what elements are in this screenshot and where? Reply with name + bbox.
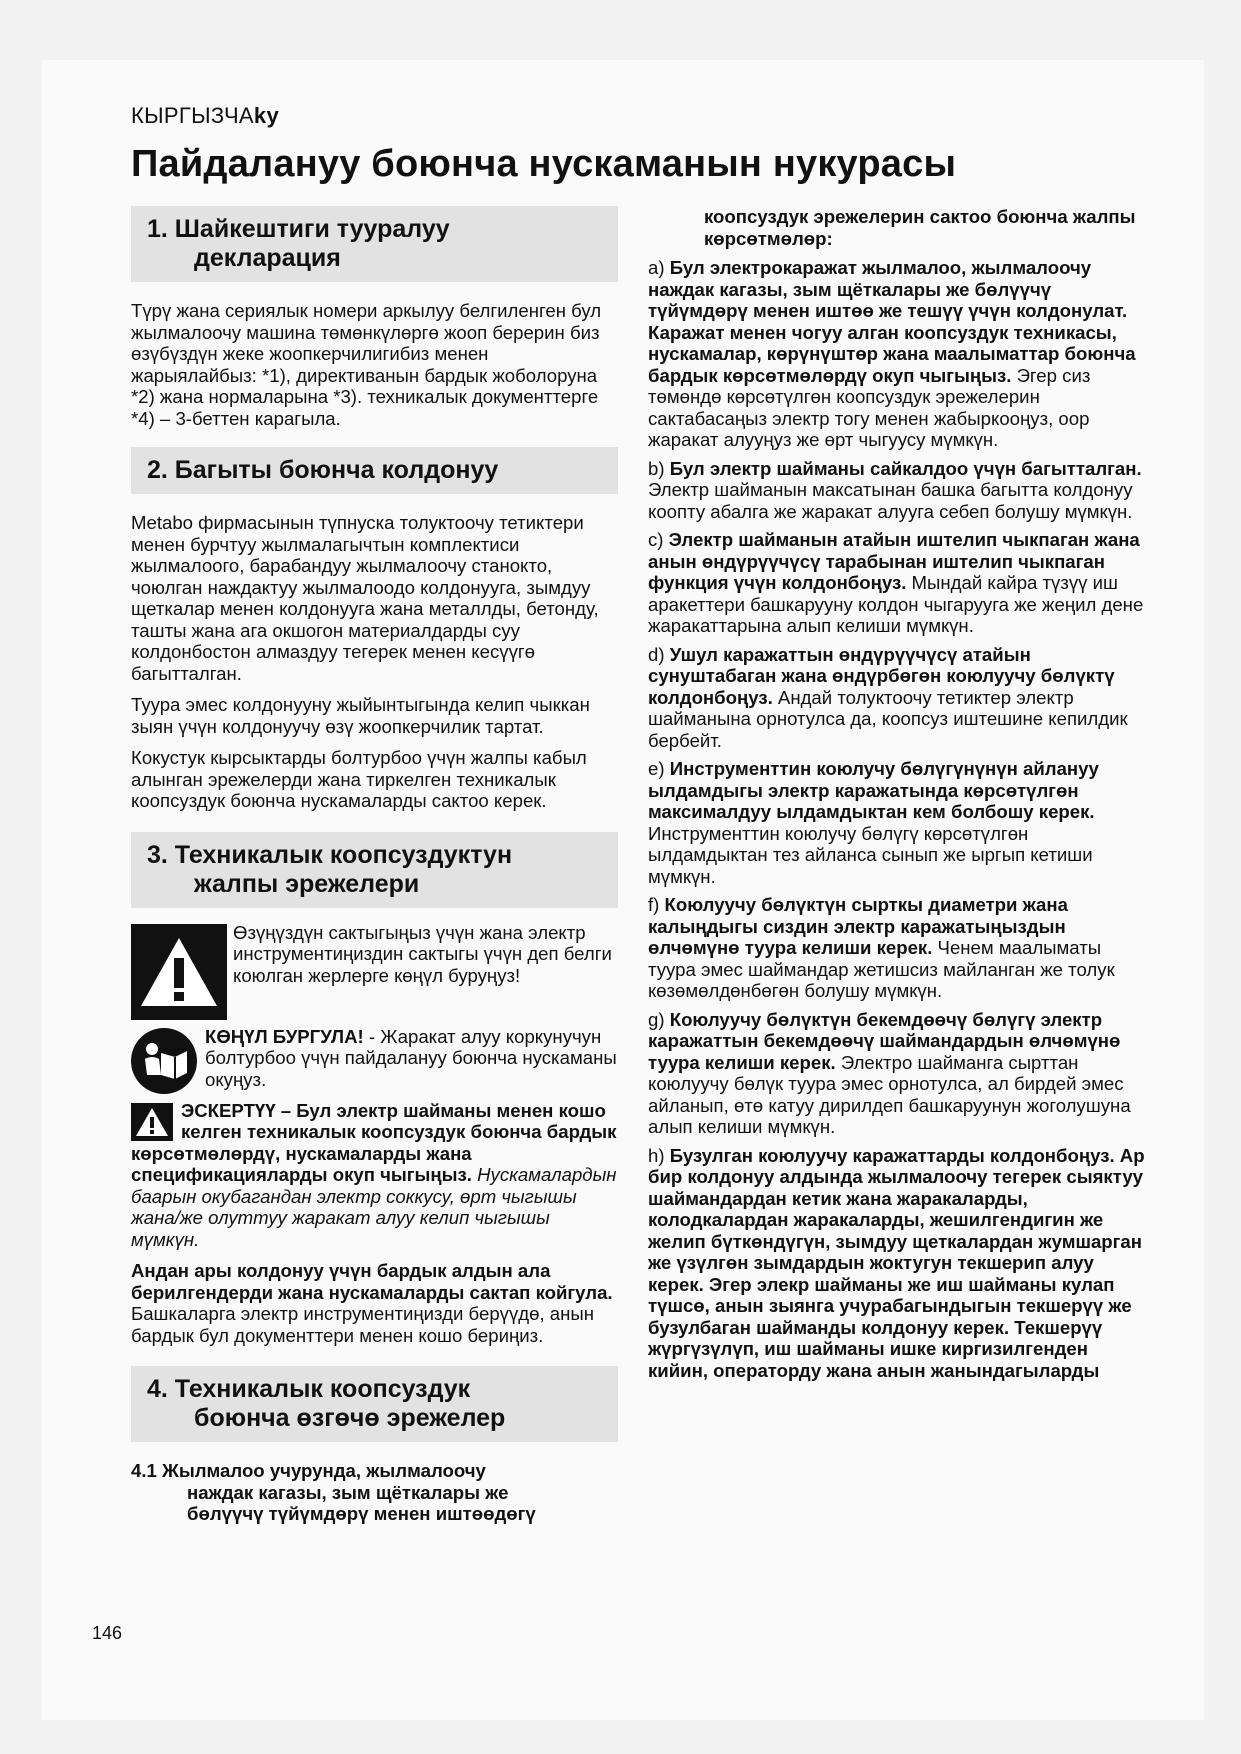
safety-item-bold: Ушул каражаттын өндүрүүчүсү атайын сунуштабаган жана өндүрбөгөн коюлуучу бөлүктү колдонбоңуз.: [648, 643, 1115, 708]
safety-item: [648, 257, 1148, 451]
safety-item-letter: e): [648, 758, 665, 779]
safety-item-text: Электр шайманын максатынан башка багытта колдонуу коопту абалга же жаракат алууга себеп болушу мүмкүн.: [648, 479, 1133, 522]
safety-item-bold: Коюлуучу бөлүктүн бекемдөөчү бөлүгү электр каражаттын бекемдөөчү шаймандардын өлчөмүнө туура келиши керек.: [648, 1008, 1121, 1073]
safety-items-list: [648, 257, 1148, 1381]
right-column: [648, 206, 1148, 1381]
section-1-heading: 1. Шайкештиги тууралуу декларация: [131, 206, 618, 282]
safety-item: [648, 458, 1148, 523]
safety-item-letter: f): [648, 894, 660, 915]
safety-item-bold: Инструменттин коюлучу бөлүгүнүнүн айлануу ылдамдыгы электр каражатында көрсөтүлгөн максималдуу ылдамдыктан кем болбошу керек.: [648, 758, 1099, 822]
warning-note: [131, 1100, 618, 1251]
left-column: [131, 206, 618, 1525]
safety-item-text: Мындай кайра түзүү иш аракеттери башкарууну колдон чыгарууга же жеңил дене жаракаттарына алып келиши мүмкүн.: [648, 572, 1144, 636]
safety-item-bold: Коюлуучу бөлүктүн сырткы диаметри жана калыңдыгы сиздин электр каражатыңыздын өлчөмүнө туура келиши керек.: [648, 894, 1068, 958]
safety-item-text: Андай толуктоочу тетиктер электр шайманына орнотулса да, коопсуз иштешине кепилдик бербейт.: [648, 686, 1128, 751]
safety-item: [648, 894, 1148, 1002]
warning-italic-text: Нускамалардын баарын окубагандан электр соккусу, өрт чыгышы жана/же олуттуу жаракат алуу келип чыгышы мүмкүн.: [131, 1164, 617, 1250]
read-manual-icon: [131, 1028, 197, 1094]
safety-item-bold: Электр шайманын атайын иштелип чыкпаган жана анын өндүрүүчүсү тарабынан иштелип чыкпаган функция үчүн колдонбоңуз.: [648, 529, 1140, 593]
safety-item: [648, 644, 1148, 752]
safety-item: [648, 758, 1148, 887]
safety-item: [648, 1009, 1148, 1138]
subsection-4-1-continuation: коопсуздук эрежелерин сактоо боюнча жалпы көрсөтмөлөр:: [704, 206, 1136, 249]
warning-small-icon: [131, 1103, 173, 1141]
warning-bold-text: ЭСКЕРТҮҮ – Бул электр шайманы менен кошо келген техникалык коопсуздук боюнча бардык көрсөтмөлөрдү, нускамаларды жана спецификацияларды окуп чыгыңыз.: [131, 1099, 617, 1185]
safety-item-bold: Бузулган коюлуучу каражаттарды колдонбоңуз. Ар бир колдонуу алдында жылмалоочу тегерек сыяктуу шаймандардан кетик жана жаракаларды, колодкалардан жаракаларды, жешилгендигин же желип бүткөндүгүн, зымдуу щеткалардан жумшарган же үзүлгөн зымдардын жоктугун текшерип алуу керек. Эгер элекр шайманы же иш шайманы кулап түшсө, анын зыянга учурабагындыгын текшерүү же бузулбаган шайманды колдонуу керек. Текшерүү жүргүзүлүп, иш шайманы ишке киргизилгенден кийин, операторду жана анын жанындагыларды: [648, 1144, 1145, 1381]
safety-item-letter: h): [648, 1144, 665, 1166]
section-4-heading: 4. Техникалык коопсуздук боюнча өзгөчө эрежелер: [131, 1366, 618, 1442]
safety-item: [648, 1145, 1148, 1382]
section-2-paragraph-3: Кокустук кырсыктарды болтурбоо үчүн жалпы кабыл алынган эрежелерди жана тиркелген техникалык коопсуздук боюнча нускамаларды сактоо керек.: [131, 747, 587, 811]
section-3-heading: 3. Техникалык коопсуздуктун жалпы эрежелери: [131, 832, 618, 908]
subsection-4-1-title: 4.1 Жылмалоо учурунда, жылмалоочу наждак кагазы, зым щёткалары же бөлүүчү түйүмдөрү менен иштөөдөгү: [131, 1460, 536, 1524]
section-1-text: Түрү жана сериялык номери аркылуу белгиленген бул жылмалоочу машина төмөнкүлөргө жооп берерин биз өзүбүздүн жеке жоопкерчилигибиз менен жарыялайбыз: *1), директиванын бардык жоболоруна *2) жана нормаларына *3). техникалык документтерге *4) – 3-беттен карагыла.: [131, 300, 602, 429]
safety-item-letter: a): [648, 257, 665, 278]
safety-item-text: Инструменттин коюлучу бөлүгү көрсөтүлгөн ылдамдыктан тез айланса сынып же ыргып кетиши мүмкүн.: [648, 822, 1093, 887]
attention-text: КӨҢҮЛ БУРГУЛА! - Жаракат алуу коркунучун болтурбоо үчүн пайдалануу боюнча нускаманы окуңуз.: [205, 1025, 617, 1090]
section-2-paragraph-1: Metabo фирмасынын түпнуска толуктоочу тетиктери менен бурчтуу жылмалагычтын комплектиси жылмалоого, барабандуу жылмалоочу станокто, чоюлган наждактуу жылмалоодо колдонууга, зымдуу щеткалар менен колдонууга жана металлды, бетонду, ташты жана ага окшогон материалдарды суу колдонбостон алмаздуу тегерек менен кесүүгө багытталган.: [131, 512, 599, 684]
safety-symbol-note: [131, 922, 618, 1020]
safety-item-text: Электро шайманга сырттан коюлуучу бөлүк туура эмес орнотулса, ал бирдей эмес айланып, өтө катуу дирилдеп башкаруунун жоголушуна алып келиши мүмкүн.: [648, 1051, 1131, 1137]
safety-item-letter: b): [648, 457, 665, 479]
safety-item-letter: d): [648, 643, 665, 665]
safety-item-text: Ченем маалыматы туура эмес шаймандар жетишсиз майланган же толук көзөмөлдөнбөгөн болушу мүмкүн.: [648, 937, 1115, 1001]
warning-triangle-icon: [131, 924, 227, 1020]
safety-item-letter: c): [648, 529, 664, 550]
keep-instructions-text: Андан ары колдонуу үчүн бардык алдын ала берилгендерди жана нускамаларды сактап койгула. Башкаларга электр инструментиңизди берүүдө, анын бардык бул документтери менен кошо бериңиз.: [131, 1260, 613, 1346]
safety-symbol-text: Өзүңүздүн сактыгыңыз үчүн жана электр инструментиңиздин сактыгы үчүн деп белги коюлган жерлерге көңүл буруңуз!: [233, 921, 612, 986]
section-2-heading: 2. Багыты боюнча колдонуу: [131, 447, 618, 494]
attention-note: [131, 1026, 618, 1094]
safety-item-bold: Бул электр шайманы сайкалдоо үчүн багытталган.: [669, 457, 1142, 479]
language-label: КЫРГЫЗЧАky: [131, 103, 279, 128]
safety-item-letter: g): [648, 1008, 665, 1030]
safety-item-text: Эгер сиз төмөндө көрсөтүлгөн коопсуздук эрежелерин сактабасаңыз электр тогу менен жабыркооңуз, оор жаракат алууңуз же өрт чыгуусу мүмкүн.: [648, 364, 1091, 450]
page-title: Пайдалануу боюнча нускаманын нукурасы: [131, 143, 957, 185]
section-2-paragraph-2: Туура эмес колдонууну жыйынтыгында келип чыккан зыян үчүн колдонуучу өзү жоопкерчилик тартат.: [131, 694, 590, 737]
page-number: 146: [92, 1623, 123, 1643]
safety-item-bold: Бул электрокаражат жылмалоо, жылмалоочу наждак кагазы, зым щёткалары же бөлүүчү түйүмдөрү менен иштөө же тешүү үчүн колдонулат. Каражат менен чогуу алган коопсуздук техникасы, нускамалар, көрүнүштөр жана маалыматтар боюнча бардык көрсөтмөлөрдү окуп чыгыңыз.: [648, 257, 1136, 386]
safety-item: [648, 529, 1148, 637]
